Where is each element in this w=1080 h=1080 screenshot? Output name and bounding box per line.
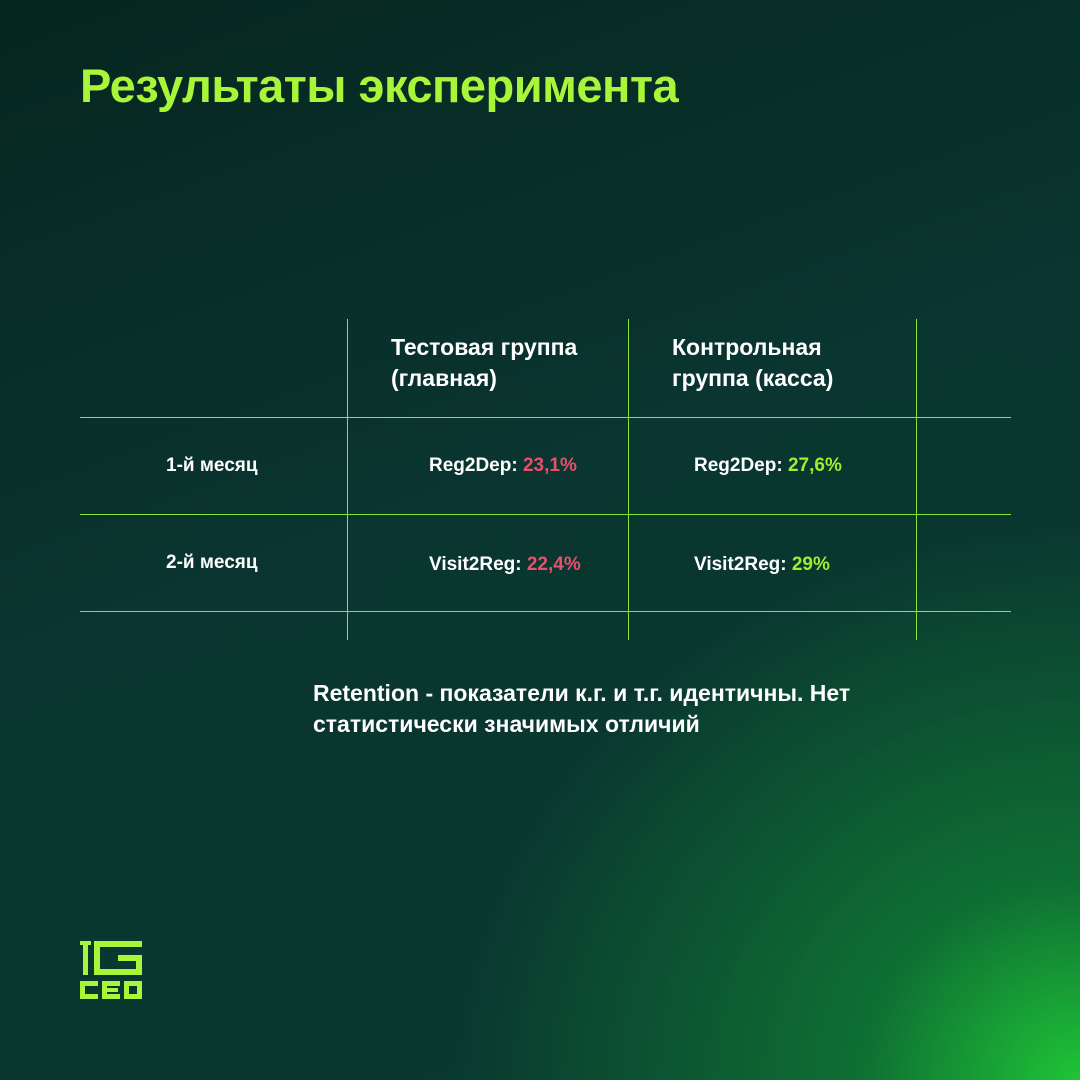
ig-ceo-logo <box>80 937 142 999</box>
cell-test-month-2 <box>429 554 581 576</box>
table-divider-horizontal <box>80 417 1011 418</box>
table-divider-vertical <box>916 319 917 640</box>
table-divider-vertical <box>347 319 348 640</box>
retention-note: Retention - показатели к.г. и т.г. идентичны. Нет статистически значимых отличий <box>313 680 851 737</box>
metric-name: Visit2Reg: <box>694 554 787 575</box>
page-title: Результаты эксперимента <box>80 59 679 112</box>
metric-name: Reg2Dep: <box>429 455 518 476</box>
column-header-control: Контрольная группа (касса) <box>672 334 834 391</box>
cell-control-month-2 <box>694 554 830 576</box>
cell-control-month-1 <box>694 455 842 477</box>
table-divider-vertical <box>628 319 629 640</box>
column-header-test: Тестовая группа (главная) <box>391 334 578 391</box>
row-label-month-1: 1-й месяц <box>166 455 258 476</box>
table-divider-horizontal <box>80 514 1011 515</box>
metric-value-positive: 29% <box>791 554 830 575</box>
metric-name: Visit2Reg: <box>429 554 522 575</box>
metric-value-negative: 23,1% <box>522 455 577 476</box>
cell-test-month-1 <box>429 455 577 477</box>
row-label-month-2: 2-й месяц <box>166 552 258 573</box>
metric-value-positive: 27,6% <box>787 455 842 476</box>
table-divider-horizontal <box>80 611 1011 612</box>
metric-value-negative: 22,4% <box>526 554 581 575</box>
metric-name: Reg2Dep: <box>694 455 783 476</box>
